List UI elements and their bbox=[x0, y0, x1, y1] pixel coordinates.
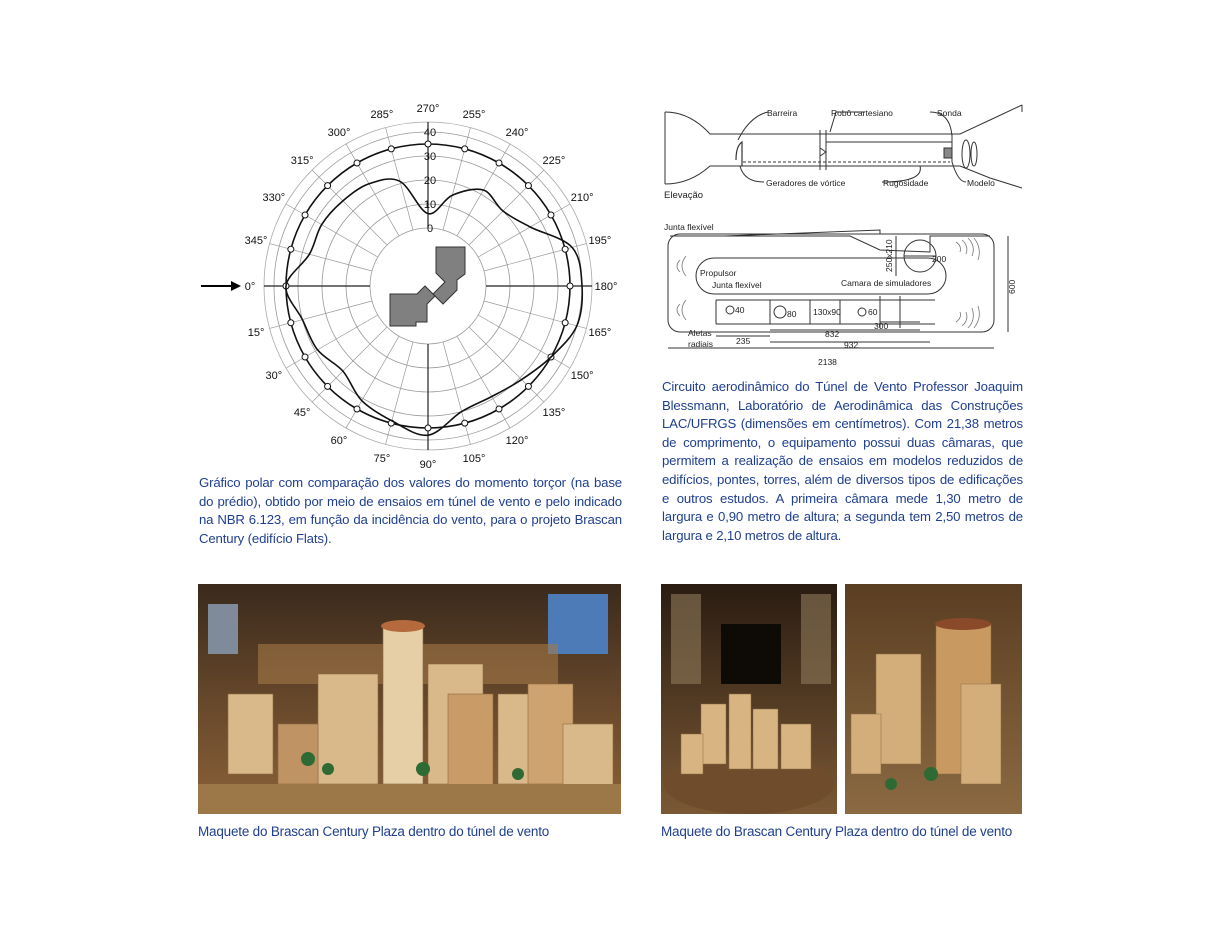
polar-data-point bbox=[496, 406, 502, 412]
polar-spoke bbox=[478, 204, 570, 257]
label-sonda: Sonda bbox=[937, 108, 962, 118]
label-junta-flexivel: Junta flexível bbox=[712, 280, 762, 290]
dim-235: 235 bbox=[736, 336, 751, 346]
polar-data-point bbox=[425, 425, 431, 431]
polar-radial-label: 0 bbox=[426, 223, 434, 235]
polar-spoke bbox=[457, 336, 510, 428]
wind-tunnel-diagram bbox=[660, 100, 1030, 370]
polar-radial-label: 10 bbox=[423, 199, 437, 211]
polar-data-point bbox=[548, 212, 554, 218]
polar-angle-label: 165° bbox=[588, 327, 612, 340]
label-rugosidade: Rugosidade bbox=[883, 178, 929, 188]
polar-spoke bbox=[469, 170, 544, 245]
polar-angle-label: 135° bbox=[542, 406, 566, 419]
label-modelo: Modelo bbox=[967, 178, 995, 188]
polar-data-point bbox=[354, 160, 360, 166]
polar-angle-label: 270° bbox=[416, 103, 440, 115]
polar-chart-caption: Gráfico polar com comparação dos valores do momento torçor (na base do prédio), obtido por meio de ensaios em túnel de vento e pelo indicado na NBR 6.123, em função da incidência do vento, para o projeto Brascan Century (edifício Flats). bbox=[199, 475, 622, 546]
dim-250x210: 250x210 bbox=[884, 239, 894, 272]
polar-radial-label: 20 bbox=[423, 175, 437, 187]
polar-angle-label: 120° bbox=[505, 435, 529, 448]
polar-spoke bbox=[443, 342, 470, 444]
polar-angle-label: 255° bbox=[462, 109, 486, 122]
polar-radial-label: 30 bbox=[423, 151, 437, 163]
polar-angle-label: 60° bbox=[330, 435, 348, 448]
polar-angle-label: 105° bbox=[462, 452, 486, 465]
polar-data-point bbox=[525, 383, 531, 389]
polar-angle-label: 285° bbox=[370, 109, 394, 122]
polar-data-point bbox=[325, 183, 331, 189]
polar-spoke bbox=[484, 244, 586, 271]
polar-data-point bbox=[562, 320, 568, 326]
polar-angle-label: 330° bbox=[262, 192, 286, 204]
polar-angle-label: 225° bbox=[542, 155, 566, 168]
polar-spoke bbox=[270, 244, 372, 271]
polar-spoke bbox=[346, 144, 399, 236]
polar-data-point bbox=[288, 320, 294, 326]
polar-data-point bbox=[302, 212, 308, 218]
dim-932: 932 bbox=[844, 340, 859, 350]
polar-radial-label: 40 bbox=[423, 127, 437, 139]
polar-data-point bbox=[425, 141, 431, 147]
dim-130x90: 130x90 bbox=[813, 307, 841, 317]
label-aletas-1: Aletas bbox=[688, 328, 712, 338]
dim-60: 60 bbox=[868, 307, 878, 317]
polar-angle-label: 195° bbox=[588, 234, 612, 247]
polar-series-line bbox=[286, 179, 582, 435]
label-aletas-2: radiais bbox=[688, 339, 714, 349]
polar-angle-label: 45° bbox=[293, 406, 311, 419]
dim-300: 300 bbox=[874, 321, 889, 331]
polar-ring bbox=[370, 228, 486, 344]
polar-data-point bbox=[325, 383, 331, 389]
polar-angle-label: 210° bbox=[570, 192, 594, 204]
polar-angle-label: 90° bbox=[419, 459, 437, 470]
building-plan-icon bbox=[390, 247, 465, 326]
polar-angle-label: 315° bbox=[290, 155, 314, 168]
label-barreira: Barreira bbox=[767, 108, 798, 118]
label-propulsor: Propulsor bbox=[700, 268, 737, 278]
polar-spoke bbox=[478, 315, 570, 368]
polar-angle-label: 240° bbox=[505, 126, 529, 139]
polar-data-point bbox=[354, 406, 360, 412]
model-photo-right bbox=[661, 584, 1022, 814]
polar-angle-label: 15° bbox=[247, 327, 265, 340]
polar-data-point bbox=[562, 246, 568, 252]
polar-chart bbox=[195, 100, 635, 470]
dim-832: 832 bbox=[825, 329, 840, 339]
polar-angle-label: 180° bbox=[594, 281, 618, 293]
polar-spoke bbox=[386, 342, 413, 444]
wind-arrow-icon bbox=[201, 281, 241, 291]
polar-angle-label: 300° bbox=[327, 126, 351, 139]
polar-data-point bbox=[525, 183, 531, 189]
bottom-right-caption: Maquete do Brascan Century Plaza dentro do túnel de vento bbox=[661, 824, 1013, 839]
polar-angle-label: 345° bbox=[244, 234, 268, 247]
polar-spoke bbox=[469, 327, 544, 402]
model-photo-left bbox=[198, 584, 621, 814]
polar-angle-label: 30° bbox=[265, 370, 283, 382]
wind-tunnel-caption: Circuito aerodinâmico do Túnel de Vento Professor Joaquim Blessmann, Laboratório de Aerodinâmica das Construções LAC/UFRGS (dimensões em centímetros). Com 21,38 metros de comprimento, o equipamento possui duas câmaras, que permitem a realização de ensaios em modelos reduzidos de edifícios, pontes, torres, além de diversos tipos de edificações e outros estudos. A primeira câmara mede 1,30 metro de largura e 0,90 metro de altura; a segunda tem 2,50 metros de largura e 2,10 metros de altura. bbox=[662, 379, 1023, 543]
polar-spoke bbox=[270, 301, 372, 328]
polar-spoke bbox=[312, 327, 387, 402]
dim-200: 200 bbox=[932, 254, 947, 264]
elevation-label: Elevação bbox=[664, 190, 704, 201]
bottom-left-caption: Maquete do Brascan Century Plaza dentro do túnel de vento bbox=[198, 824, 550, 839]
label-geradores: Geradores de vórtice bbox=[766, 178, 846, 188]
polar-grid bbox=[264, 122, 592, 450]
label-robo: Robô cartesiano bbox=[831, 108, 893, 118]
polar-angle-label: 75° bbox=[373, 452, 391, 465]
label-camara: Camara de simuladores bbox=[841, 278, 932, 288]
polar-data-point bbox=[288, 246, 294, 252]
polar-angle-label: 150° bbox=[570, 370, 594, 382]
dim-600: 600 bbox=[1007, 279, 1017, 294]
polar-data-point bbox=[388, 146, 394, 152]
dim-80: 80 bbox=[787, 309, 797, 319]
polar-data-point bbox=[302, 354, 308, 360]
dim-2138: 2138 bbox=[818, 357, 837, 367]
polar-data-point bbox=[567, 283, 573, 289]
dim-40: 40 bbox=[735, 305, 745, 315]
label-junta-flexivel-top: Junta flexível bbox=[664, 222, 714, 232]
polar-data-point bbox=[496, 160, 502, 166]
polar-spoke bbox=[286, 315, 378, 368]
polar-spoke bbox=[346, 336, 399, 428]
polar-spoke bbox=[484, 301, 586, 328]
polar-angle-label: 0° bbox=[244, 281, 256, 293]
polar-data-point bbox=[462, 420, 468, 426]
polar-spoke bbox=[443, 128, 470, 230]
polar-data-point bbox=[462, 146, 468, 152]
